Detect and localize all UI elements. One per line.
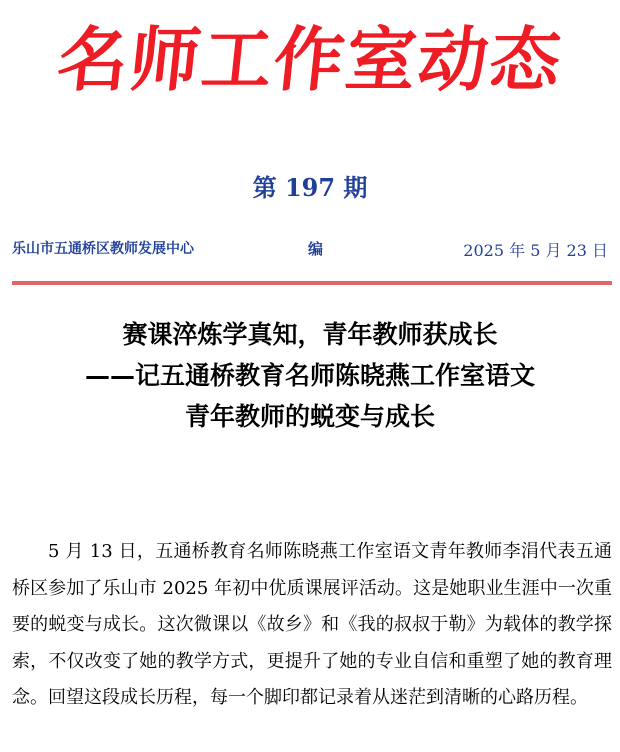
title-line-2: ——记五通桥教育名师陈晓燕工作室语文: [84, 361, 535, 390]
article-paragraph: 5 月 13 日，五通桥教育名师陈晓燕工作室语文青年教师李涓代表五通桥区参加了乐山市 2025 年初中优质课展评活动。这是她职业生涯中一次重要的蜕变与成长。这次微课以《故乡》和《我的叔叔于勒》为载体的教学探索，不仅改变了她的教学方式，更提升了她的专业自信和重塑了她的教育理念。回望这段成长历程，每一个脚印都记录着从迷茫到清晰的心路历程。: [12, 541, 612, 708]
article-title: [0, 314, 620, 437]
issue-number: 第 197 期: [252, 173, 368, 202]
title-line-1: 赛课淬炼学真知，青年教师获成长: [122, 320, 498, 349]
organization-name: 乐山市五通桥区教师发展中心: [12, 241, 194, 257]
edit-label: 编: [308, 240, 324, 258]
publication-info: [12, 238, 608, 262]
title-line-3: 青年教师的蜕变与成长: [184, 402, 435, 431]
publication-date: 2025 年 5 月 23 日: [463, 241, 608, 260]
header-divider: [12, 281, 612, 285]
masthead-title: 名师工作室动态: [53, 19, 567, 101]
article-body: [12, 534, 612, 717]
